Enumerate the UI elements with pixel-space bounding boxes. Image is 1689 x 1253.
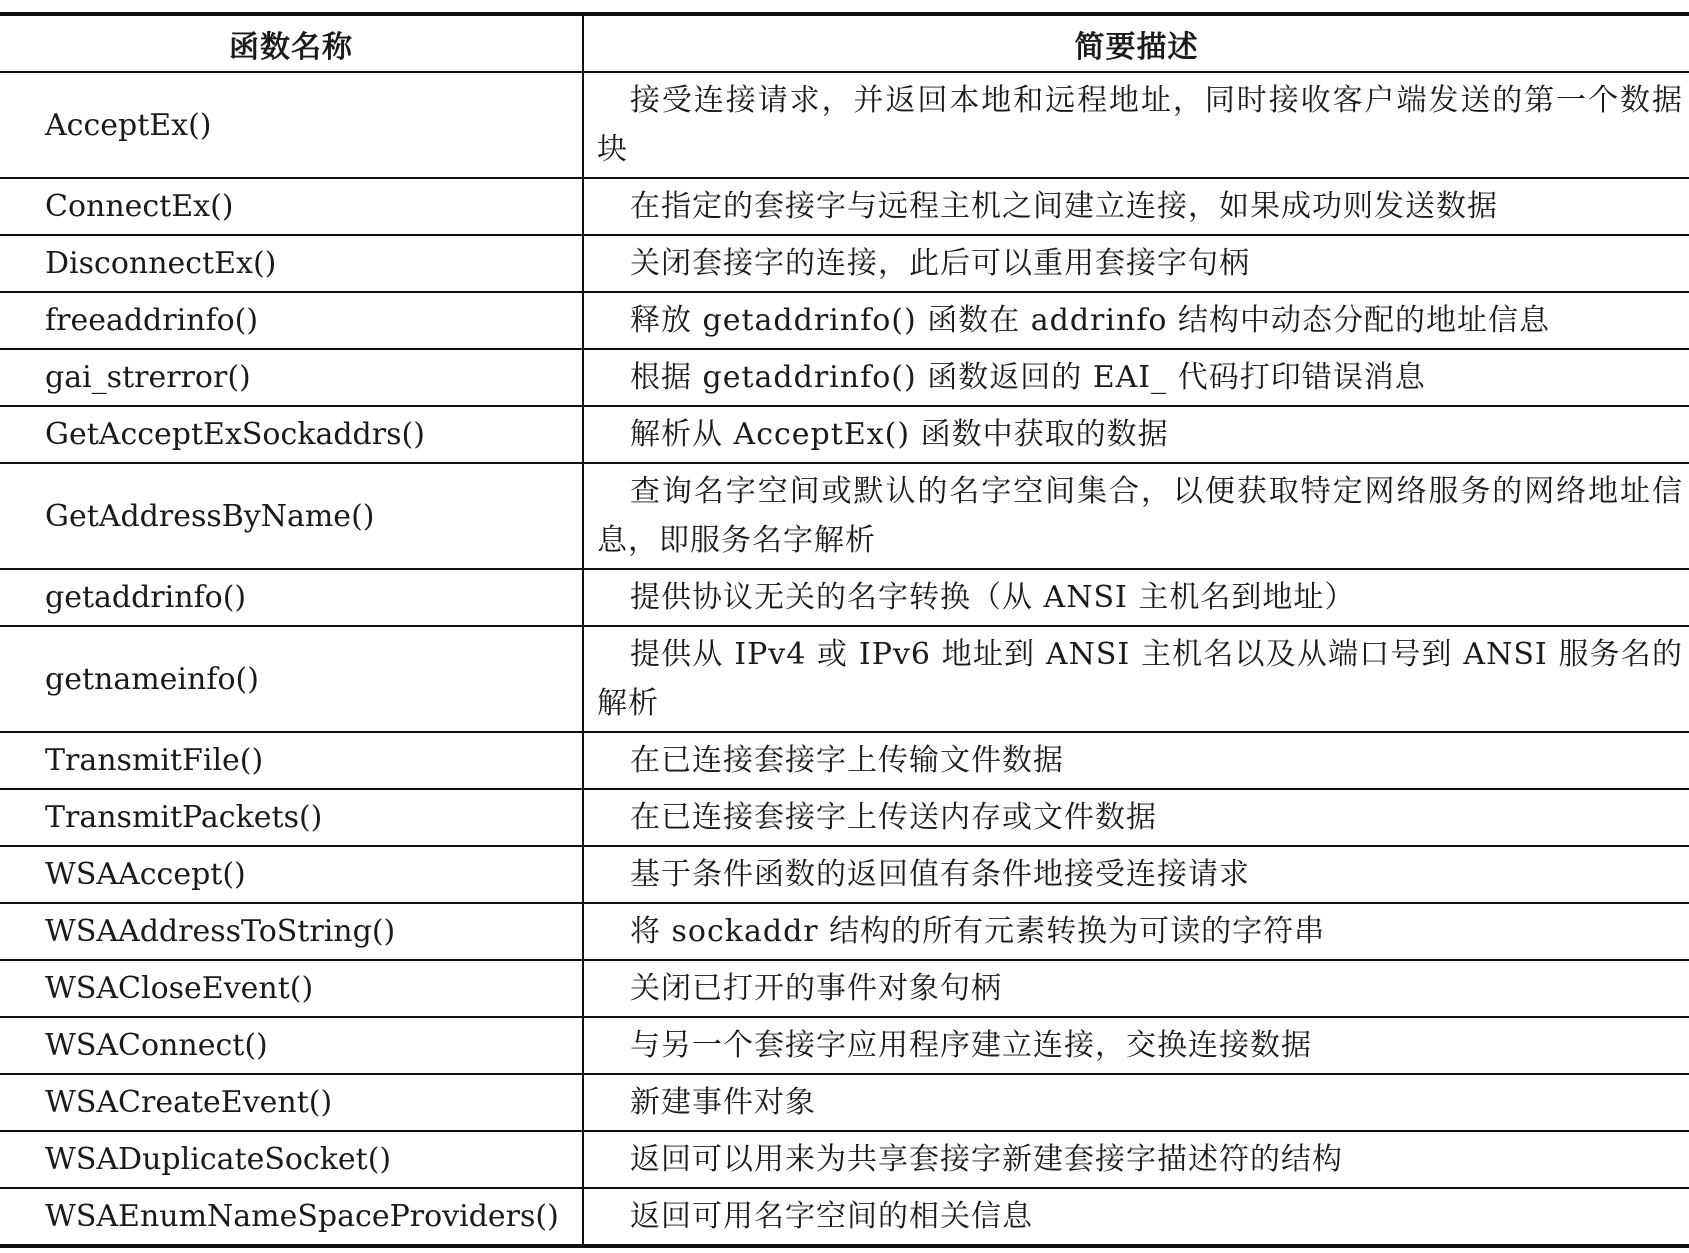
table-row — [0, 846, 1689, 903]
header-row — [0, 14, 1689, 72]
description-cell: 返回可以用来为共享套接字新建套接字描述符的结构 — [583, 1131, 1689, 1188]
header-function-name: 函数名称 — [0, 14, 583, 72]
table-row — [0, 569, 1689, 626]
table-row — [0, 1074, 1689, 1131]
description-cell: 与另一个套接字应用程序建立连接，交换连接数据 — [583, 1017, 1689, 1074]
table-row — [0, 235, 1689, 292]
table-row — [0, 1188, 1689, 1246]
function-name-cell: WSAAddressToString() — [0, 903, 583, 960]
description-cell: 关闭已打开的事件对象句柄 — [583, 960, 1689, 1017]
description-cell: 释放 getaddrinfo() 函数在 addrinfo 结构中动态分配的地址信息 — [583, 292, 1689, 349]
description-cell: 关闭套接字的连接，此后可以重用套接字句柄 — [583, 235, 1689, 292]
function-name-cell: DisconnectEx() — [0, 235, 583, 292]
description-cell: 在已连接套接字上传送内存或文件数据 — [583, 789, 1689, 846]
description-cell: 将 sockaddr 结构的所有元素转换为可读的字符串 — [583, 903, 1689, 960]
table-row — [0, 903, 1689, 960]
table-row — [0, 178, 1689, 235]
description-cell: 提供协议无关的名字转换（从 ANSI 主机名到地址） — [583, 569, 1689, 626]
function-name-cell: GetAddressByName() — [0, 463, 583, 569]
function-name-cell: WSAConnect() — [0, 1017, 583, 1074]
description-cell: 提供从 IPv4 或 IPv6 地址到 ANSI 主机名以及从端口号到 ANSI 服务名的解析 — [583, 626, 1689, 732]
function-name-cell: gai_strerror() — [0, 349, 583, 406]
table-header — [0, 14, 1689, 72]
table-body — [0, 72, 1689, 1246]
function-name-cell: TransmitPackets() — [0, 789, 583, 846]
table-row — [0, 1017, 1689, 1074]
table-row — [0, 1131, 1689, 1188]
table-row — [0, 292, 1689, 349]
description-cell: 返回可用名字空间的相关信息 — [583, 1188, 1689, 1246]
function-table-container — [0, 12, 1689, 1248]
function-name-cell: WSACloseEvent() — [0, 960, 583, 1017]
table-row — [0, 732, 1689, 789]
table-row — [0, 72, 1689, 178]
description-cell: 新建事件对象 — [583, 1074, 1689, 1131]
function-name-cell: WSAEnumNameSpaceProviders() — [0, 1188, 583, 1246]
function-name-cell: WSADuplicateSocket() — [0, 1131, 583, 1188]
function-name-cell: freeaddrinfo() — [0, 292, 583, 349]
table-row — [0, 406, 1689, 463]
function-name-cell: AcceptEx() — [0, 72, 583, 178]
description-cell: 接受连接请求，并返回本地和远程地址，同时接收客户端发送的第一个数据块 — [583, 72, 1689, 178]
description-cell: 查询名字空间或默认的名字空间集合，以便获取特定网络服务的网络地址信息，即服务名字解析 — [583, 463, 1689, 569]
function-name-cell: GetAcceptExSockaddrs() — [0, 406, 583, 463]
description-cell: 在指定的套接字与远程主机之间建立连接，如果成功则发送数据 — [583, 178, 1689, 235]
header-description: 简要描述 — [1074, 29, 1199, 65]
function-name-cell: getaddrinfo() — [0, 569, 583, 626]
table-row — [0, 626, 1689, 732]
function-name-cell: ConnectEx() — [0, 178, 583, 235]
table-row — [0, 789, 1689, 846]
table-row — [0, 463, 1689, 569]
description-cell: 解析从 AcceptEx() 函数中获取的数据 — [583, 406, 1689, 463]
function-table — [0, 12, 1689, 1248]
function-name-cell: getnameinfo() — [0, 626, 583, 732]
table-row — [0, 960, 1689, 1017]
description-cell: 在已连接套接字上传输文件数据 — [583, 732, 1689, 789]
function-name-cell: WSAAccept() — [0, 846, 583, 903]
description-cell: 根据 getaddrinfo() 函数返回的 EAI_ 代码打印错误消息 — [583, 349, 1689, 406]
function-name-cell: WSACreateEvent() — [0, 1074, 583, 1131]
function-name-cell: TransmitFile() — [0, 732, 583, 789]
table-row — [0, 349, 1689, 406]
description-cell: 基于条件函数的返回值有条件地接受连接请求 — [583, 846, 1689, 903]
